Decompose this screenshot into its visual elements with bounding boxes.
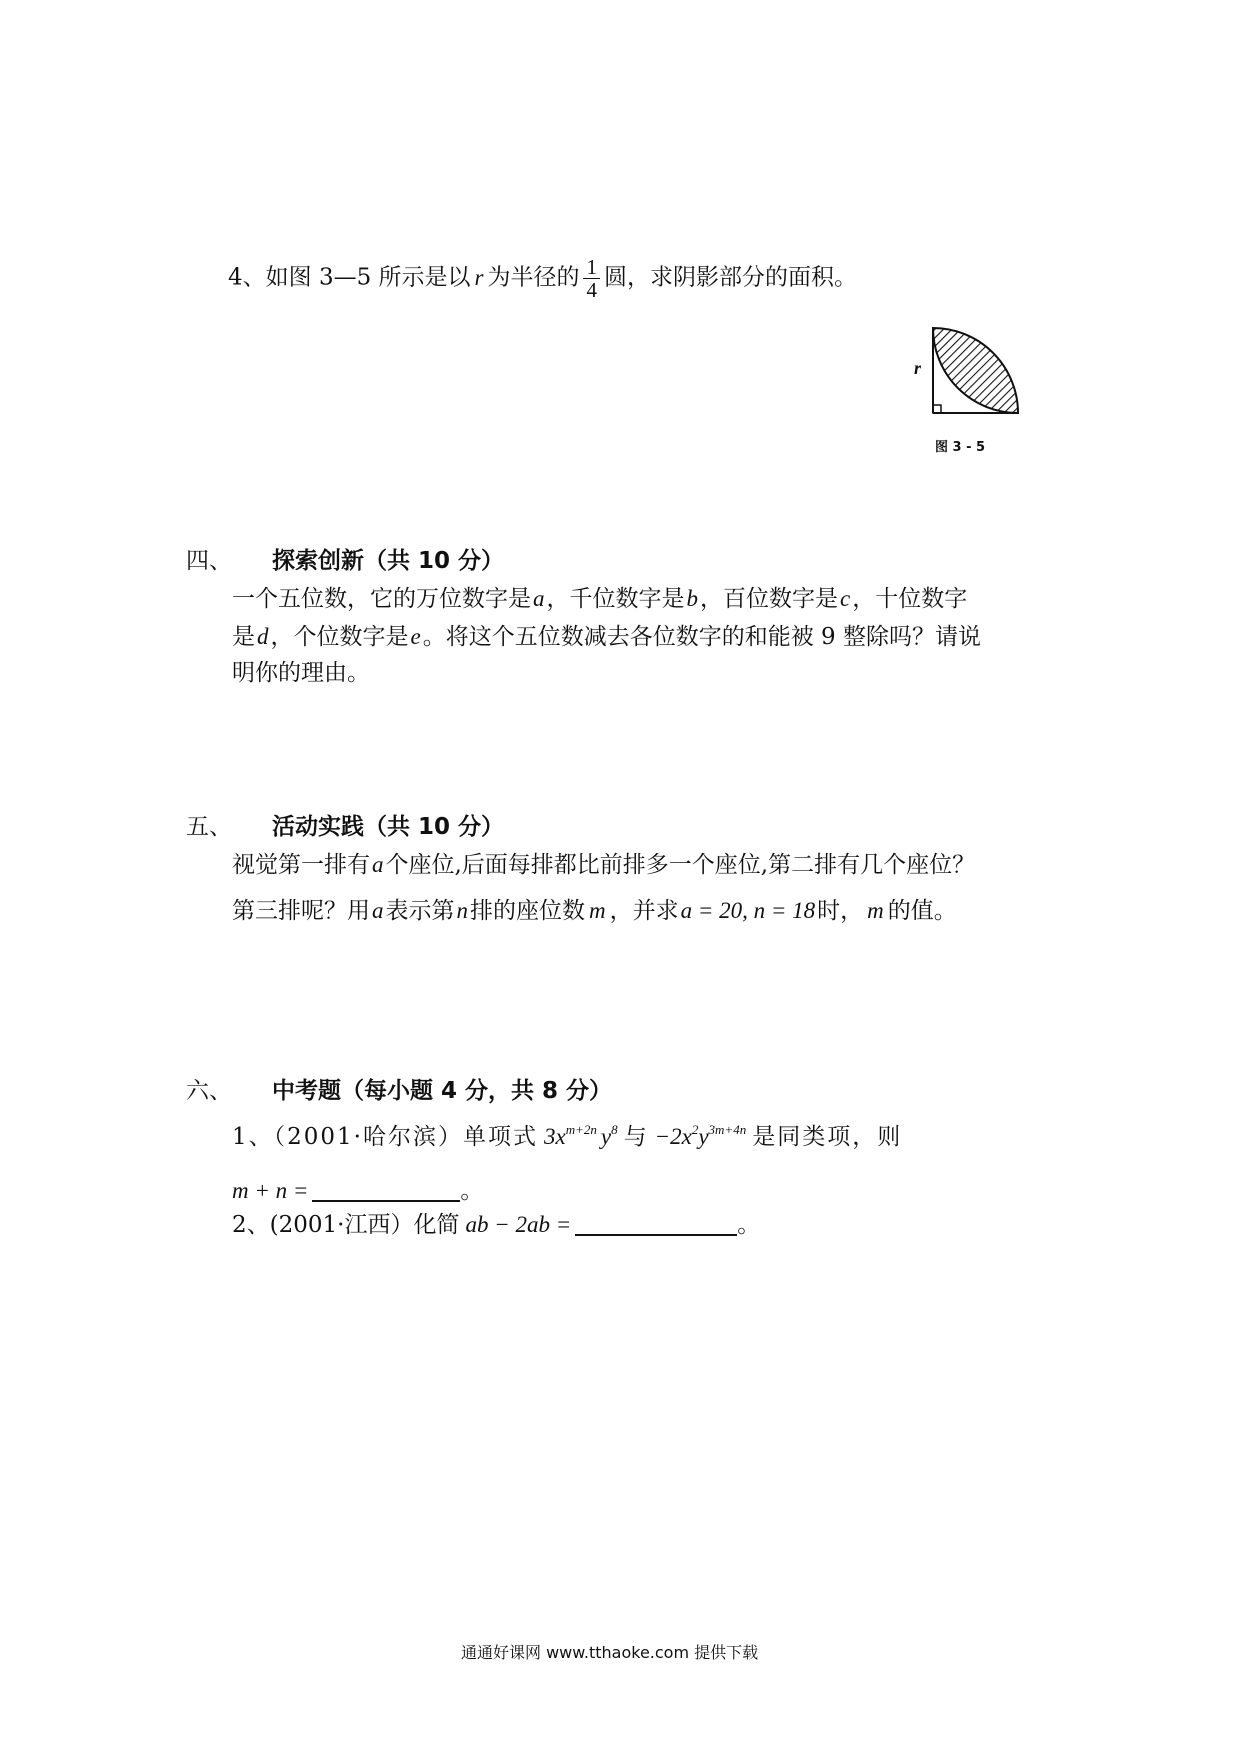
text: 的值。 [887,898,957,924]
section-6-title: 中考题（每小题 4 分，共 8 分） [272,1078,613,1104]
expr-m-plus-n: m + n = [232,1178,309,1203]
var-e: e [410,624,421,649]
equation-a-n: a = 20, n = 18 [680,898,816,923]
text: 一个五位数，它的万位数字是 [232,586,531,612]
section-5-title: 活动实践（共 10 分） [272,814,505,840]
exponent: 3m+4n [708,1122,747,1137]
section-6-number: 六、 [186,1078,232,1104]
section-5-number: 五、 [186,814,232,840]
text: 第三排呢？用 [232,898,370,924]
figure-caption: 图 3 - 5 [935,440,986,455]
answer-blank-1[interactable] [312,1178,460,1202]
expr-2 [655,1124,747,1149]
text: 表示第 [385,898,455,924]
exponent: 2 [691,1122,699,1137]
fraction-numerator: 1 [583,256,600,279]
question-4 [228,256,857,301]
var-n: n [456,898,468,923]
question-4-text-a: 如图 3—5 所示是以 [265,264,471,291]
text: −2x [654,1124,692,1149]
text: ，个位数字是 [270,624,409,650]
text: 排的座位数 [470,898,585,924]
expr-1 [544,1124,618,1149]
var-a: a [372,898,384,923]
text: 3x [543,1124,566,1149]
text: 个座位,后面每排都比前排多一个座位,第二排有几个座位？ [385,852,976,878]
section-6-question-1-answer [232,1172,483,1205]
section-4-title: 探索创新（共 10 分） [272,548,505,574]
section-6-question-1 [232,1118,902,1151]
text: 是 [232,624,255,650]
text: 与 [623,1124,649,1150]
section-6-question-2 [232,1206,760,1239]
var-a: a [533,586,545,611]
text: y [600,1124,612,1149]
var-a: a [372,852,384,877]
section-4-number: 四、 [186,548,232,574]
fraction-one-quarter [583,256,600,301]
text: ，十位数字 [852,586,968,612]
section-5-heading [186,808,504,841]
section-4-line-3: 明你的理由。 [232,660,370,686]
text: 。 [737,1212,761,1238]
text: ，百位数字是 [700,586,838,612]
text: 时， [817,898,864,924]
var-m: m [589,898,606,923]
text: y [698,1124,709,1149]
expr-ab: ab − 2ab = [465,1212,572,1237]
section-6-heading [186,1072,612,1105]
text: 。将这个五位数减去各位数字的和能被 9 整除吗？请说 [422,624,981,650]
section-5-line-1 [232,846,975,879]
section-4-line-2 [232,618,981,651]
text: 。 [460,1178,484,1204]
text: 视觉第一排有 [232,852,370,878]
text: 1、（2001·哈尔滨）单项式 [232,1124,538,1150]
fraction-denominator: 4 [586,278,597,303]
var-r: r [474,264,484,290]
text: ，并求 [609,898,679,924]
text: 是同类项，则 [752,1124,903,1150]
figure-quarter-circle [918,320,1028,430]
question-4-text-b: 为半径的 [487,264,580,291]
section-5-line-2 [232,892,957,925]
answer-blank-2[interactable] [575,1212,737,1236]
question-4-number: 4、 [228,264,266,291]
section-4-heading [186,542,504,575]
text: ，千位数字是 [546,586,685,612]
var-c: c [840,586,851,611]
var-b: b [686,586,698,611]
exponent: m+2n [565,1122,597,1137]
var-m: m [867,898,884,923]
var-d: d [257,624,269,649]
exponent: 8 [611,1122,618,1137]
footer-credit: 通通好课网 www.tthaoke.com 提供下载 [461,1643,759,1662]
text: 2、(2001·江西）化简 [232,1212,460,1238]
section-4-line-1 [232,580,967,613]
figure-radius-label: r [914,358,922,378]
question-4-text-c: 圆，求阴影部分的面积。 [603,264,857,291]
